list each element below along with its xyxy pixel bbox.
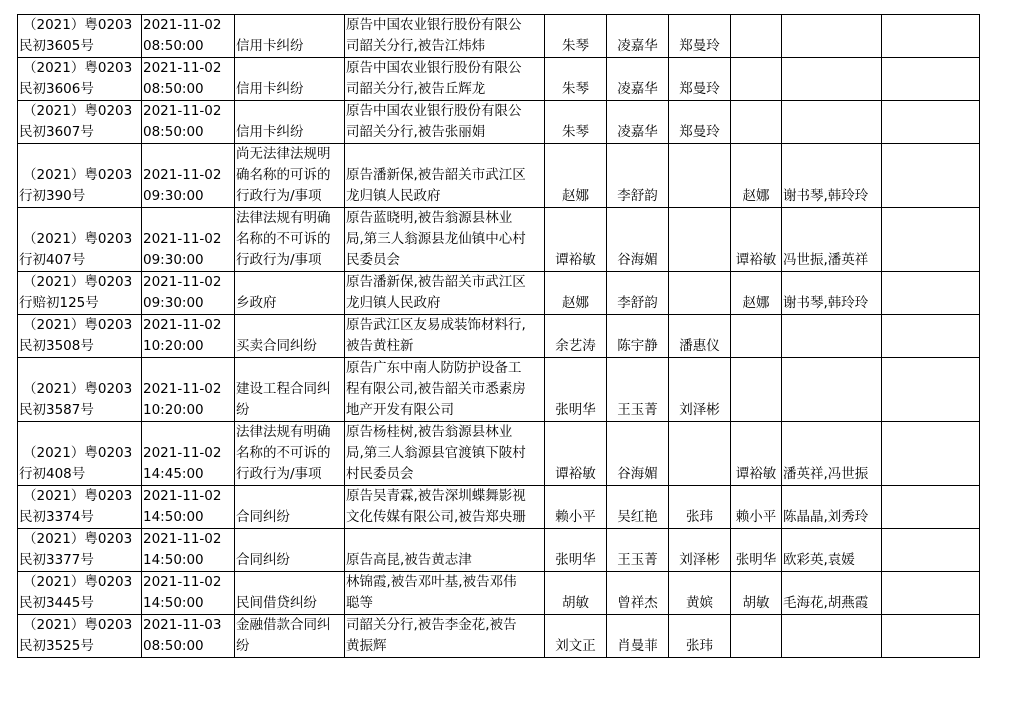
parties-cell: [345, 315, 545, 358]
table-row: [18, 144, 980, 208]
remarks-cell: [882, 208, 980, 272]
parties-line: 程有限公司,被告韶关市悉素房: [346, 381, 526, 397]
parties-line: 龙归镇人民政府: [346, 295, 441, 311]
case-cause-cell: [235, 486, 345, 529]
hearing-time-cell: [142, 15, 235, 58]
judge-3-cell: [669, 208, 731, 272]
hearing-time-cell: [142, 58, 235, 101]
case-cause-cell: [235, 15, 345, 58]
hearing-time-line: 14:45:00: [143, 466, 204, 482]
case-number-cell: [18, 15, 142, 58]
parties-cell: [345, 529, 545, 572]
case-number-line: 民初3377号: [19, 552, 94, 568]
judge-2-cell: 肖曼菲: [607, 615, 669, 658]
presiding-judge-cell: 赖小平: [545, 486, 607, 529]
case-number-line: 民初3606号: [19, 81, 94, 97]
hearing-time-line: 2021-11-02: [143, 574, 222, 590]
parties-line: 黄振辉: [346, 638, 387, 654]
presiding-judge-cell: 谭裕敏: [545, 208, 607, 272]
parties-line: 民委员会: [346, 252, 400, 268]
parties-line: 原告杨桂树,被告翁源县林业: [346, 424, 513, 440]
table-row: [18, 315, 980, 358]
remarks-cell: [882, 615, 980, 658]
presiding-judge-cell: 朱琴: [545, 15, 607, 58]
judge-2-cell: 凌嘉华: [607, 58, 669, 101]
case-cause-cell: [235, 58, 345, 101]
judge-2-cell: 吴红艳: [607, 486, 669, 529]
hearing-time-cell: [142, 572, 235, 615]
hearing-time-line: 2021-11-02: [143, 445, 222, 461]
officer-cell: [731, 315, 782, 358]
parties-line: 龙归镇人民政府: [346, 188, 441, 204]
case-cause-cell: [235, 358, 345, 422]
remarks-cell: [882, 358, 980, 422]
parties-line: 聪等: [346, 595, 373, 611]
parties-line: 林锦霞,被告邓叶基,被告邓伟: [346, 574, 517, 590]
case-number-cell: [18, 572, 142, 615]
case-number-cell: [18, 315, 142, 358]
presiding-judge-cell: 余艺涛: [545, 315, 607, 358]
case-cause-line: 民间借贷纠纷: [236, 595, 317, 611]
parties-cell: [345, 572, 545, 615]
judge-3-cell: [669, 144, 731, 208]
officer-cell: 赵娜: [731, 272, 782, 315]
judge-2-cell: 王玉菁: [607, 358, 669, 422]
table-row: [18, 572, 980, 615]
hearing-time-cell: [142, 272, 235, 315]
hearing-time-line: 2021-11-03: [143, 617, 222, 633]
hearing-time-line: 08:50:00: [143, 124, 204, 140]
clerks-cell: 欧彩英,袁媛: [782, 529, 882, 572]
parties-line: 村民委员会: [346, 466, 414, 482]
parties-line: 原告中国农业银行股份有限公: [346, 17, 522, 33]
officer-cell: 谭裕敏: [731, 208, 782, 272]
case-number-line: 行赔初125号: [19, 295, 99, 311]
officer-cell: [731, 15, 782, 58]
judge-3-cell: 刘泽彬: [669, 358, 731, 422]
case-number-line: 行初407号: [19, 252, 86, 268]
case-number-line: （2021）粤0203: [23, 488, 133, 504]
hearing-time-line: 14:50:00: [143, 595, 204, 611]
table-row: [18, 15, 980, 58]
presiding-judge-cell: 赵娜: [545, 144, 607, 208]
case-number-line: 民初3445号: [19, 595, 94, 611]
remarks-cell: [882, 144, 980, 208]
case-cause-cell: [235, 101, 345, 144]
case-cause-line: 法律法规有明确: [236, 210, 331, 226]
parties-line: 文化传媒有限公司,被告郑央珊: [346, 509, 526, 525]
officer-cell: [731, 615, 782, 658]
hearing-time-cell: [142, 358, 235, 422]
judge-3-cell: [669, 272, 731, 315]
case-number-cell: [18, 486, 142, 529]
case-number-line: （2021）粤0203: [23, 103, 133, 119]
hearing-time-line: 2021-11-02: [143, 274, 222, 290]
parties-line: 司韶关分行,被告丘辉龙: [346, 81, 486, 97]
case-cause-line: 名称的不可诉的: [236, 445, 331, 461]
case-number-line: 民初3508号: [19, 338, 94, 354]
case-number-line: 行初390号: [19, 188, 86, 204]
case-cause-line: 信用卡纠纷: [236, 38, 304, 54]
clerks-cell: [782, 101, 882, 144]
parties-line: 司韶关分行,被告江炜炜: [346, 38, 486, 54]
case-cause-line: 确名称的可诉的: [236, 167, 331, 183]
hearing-time-line: 2021-11-02: [143, 381, 222, 397]
parties-cell: [345, 615, 545, 658]
case-number-cell: [18, 101, 142, 144]
case-number-cell: [18, 529, 142, 572]
hearing-time-line: 09:30:00: [143, 252, 204, 268]
judge-2-cell: 凌嘉华: [607, 15, 669, 58]
case-number-line: （2021）粤0203: [23, 381, 133, 397]
case-number-line: 民初3607号: [19, 124, 94, 140]
case-number-line: 行初408号: [19, 466, 86, 482]
case-cause-cell: [235, 529, 345, 572]
clerks-cell: 谢书琴,韩玲玲: [782, 272, 882, 315]
judge-2-cell: 凌嘉华: [607, 101, 669, 144]
case-cause-line: 合同纠纷: [236, 552, 290, 568]
hearing-time-line: 09:30:00: [143, 188, 204, 204]
parties-cell: [345, 486, 545, 529]
parties-line: 原告广东中南人防防护设备工: [346, 360, 522, 376]
remarks-cell: [882, 101, 980, 144]
table-row: [18, 529, 980, 572]
clerks-cell: 冯世振,潘英祥: [782, 208, 882, 272]
case-number-line: （2021）粤0203: [23, 17, 133, 33]
hearing-time-line: 2021-11-02: [143, 531, 222, 547]
hearing-time-cell: [142, 208, 235, 272]
judge-3-cell: 黄嫔: [669, 572, 731, 615]
case-number-cell: [18, 422, 142, 486]
hearing-time-line: 08:50:00: [143, 81, 204, 97]
case-number-line: 民初3374号: [19, 509, 94, 525]
case-cause-line: 行政行为/事项: [236, 252, 322, 268]
case-cause-line: 尚无法律法规明: [236, 146, 331, 162]
table-row: [18, 272, 980, 315]
clerks-cell: 潘英祥,冯世振: [782, 422, 882, 486]
case-number-line: （2021）粤0203: [23, 574, 133, 590]
officer-cell: 胡敏: [731, 572, 782, 615]
hearing-time-line: 2021-11-02: [143, 231, 222, 247]
remarks-cell: [882, 15, 980, 58]
hearing-time-line: 10:20:00: [143, 402, 204, 418]
clerks-cell: [782, 358, 882, 422]
case-number-cell: [18, 615, 142, 658]
judge-3-cell: 张玮: [669, 486, 731, 529]
parties-cell: [345, 58, 545, 101]
case-number-line: （2021）粤0203: [23, 60, 133, 76]
case-cause-line: 金融借款合同纠: [236, 617, 331, 633]
case-cause-line: 买卖合同纠纷: [236, 338, 317, 354]
hearing-time-cell: [142, 144, 235, 208]
table-row: [18, 208, 980, 272]
judge-2-cell: 曾祥杰: [607, 572, 669, 615]
judge-3-cell: [669, 422, 731, 486]
presiding-judge-cell: 谭裕敏: [545, 422, 607, 486]
court-schedule-table: [17, 14, 980, 658]
officer-cell: 张明华: [731, 529, 782, 572]
hearing-time-cell: [142, 422, 235, 486]
parties-line: 原告中国农业银行股份有限公: [346, 60, 522, 76]
hearing-time-cell: [142, 615, 235, 658]
case-number-line: （2021）粤0203: [23, 167, 133, 183]
case-cause-cell: [235, 315, 345, 358]
judge-3-cell: 郑曼玲: [669, 15, 731, 58]
judge-2-cell: 谷海媚: [607, 422, 669, 486]
case-number-cell: [18, 208, 142, 272]
hearing-time-line: 2021-11-02: [143, 317, 222, 333]
case-number-cell: [18, 144, 142, 208]
case-number-cell: [18, 358, 142, 422]
case-cause-line: 信用卡纠纷: [236, 124, 304, 140]
hearing-time-cell: [142, 101, 235, 144]
case-cause-line: 名称的不可诉的: [236, 231, 331, 247]
table-row: [18, 101, 980, 144]
clerks-cell: [782, 315, 882, 358]
case-number-line: （2021）粤0203: [23, 617, 133, 633]
hearing-time-line: 2021-11-02: [143, 17, 222, 33]
officer-cell: 赖小平: [731, 486, 782, 529]
hearing-time-line: 14:50:00: [143, 552, 204, 568]
parties-cell: [345, 358, 545, 422]
case-cause-cell: [235, 272, 345, 315]
case-cause-line: 法律法规有明确: [236, 424, 331, 440]
judge-2-cell: 陈宇静: [607, 315, 669, 358]
parties-line: 原告蓝晓明,被告翁源县林业: [346, 210, 513, 226]
officer-cell: [731, 101, 782, 144]
case-cause-cell: [235, 615, 345, 658]
case-cause-cell: [235, 572, 345, 615]
judge-2-cell: 谷海媚: [607, 208, 669, 272]
parties-cell: [345, 272, 545, 315]
remarks-cell: [882, 529, 980, 572]
case-number-line: 民初3587号: [19, 402, 94, 418]
remarks-cell: [882, 486, 980, 529]
hearing-time-line: 2021-11-02: [143, 488, 222, 504]
clerks-cell: [782, 58, 882, 101]
judge-2-cell: 王玉菁: [607, 529, 669, 572]
clerks-cell: 陈晶晶,刘秀玲: [782, 486, 882, 529]
judge-3-cell: 郑曼玲: [669, 58, 731, 101]
judge-3-cell: 张玮: [669, 615, 731, 658]
presiding-judge-cell: 朱琴: [545, 58, 607, 101]
parties-line: 被告黄柱新: [346, 338, 414, 354]
hearing-time-line: 2021-11-02: [143, 167, 222, 183]
case-cause-line: 建设工程合同纠: [236, 381, 331, 397]
parties-line: 原告高昆,被告黄志津: [346, 552, 472, 568]
table-row: [18, 58, 980, 101]
case-number-line: （2021）粤0203: [23, 445, 133, 461]
remarks-cell: [882, 272, 980, 315]
parties-line: 地产开发有限公司: [346, 402, 454, 418]
table-row: [18, 422, 980, 486]
parties-line: 原告武江区友易成装饰材料行,: [346, 317, 526, 333]
case-cause-line: 信用卡纠纷: [236, 81, 304, 97]
judge-3-cell: 潘惠仪: [669, 315, 731, 358]
table-row: [18, 486, 980, 529]
parties-line: 局,第三人翁源县官渡镇下陂村: [346, 445, 526, 461]
parties-line: 司韶关分行,被告张丽娟: [346, 124, 486, 140]
parties-line: 原告潘新保,被告韶关市武江区: [346, 167, 526, 183]
judge-3-cell: 刘泽彬: [669, 529, 731, 572]
parties-cell: [345, 208, 545, 272]
presiding-judge-cell: 朱琴: [545, 101, 607, 144]
case-number-cell: [18, 272, 142, 315]
hearing-time-line: 08:50:00: [143, 38, 204, 54]
parties-cell: [345, 144, 545, 208]
judge-2-cell: 李舒韵: [607, 272, 669, 315]
case-cause-line: 纷: [236, 402, 250, 418]
clerks-cell: [782, 615, 882, 658]
parties-cell: [345, 422, 545, 486]
table-row: [18, 358, 980, 422]
parties-line: 原告吴青霖,被告深圳蝶舞影视: [346, 488, 526, 504]
remarks-cell: [882, 572, 980, 615]
hearing-time-line: 2021-11-02: [143, 60, 222, 76]
hearing-time-line: 14:50:00: [143, 509, 204, 525]
parties-line: 原告中国农业银行股份有限公: [346, 103, 522, 119]
case-cause-cell: [235, 422, 345, 486]
case-number-line: （2021）粤0203: [23, 317, 133, 333]
presiding-judge-cell: 刘文正: [545, 615, 607, 658]
hearing-time-line: 2021-11-02: [143, 103, 222, 119]
officer-cell: 谭裕敏: [731, 422, 782, 486]
case-number-line: （2021）粤0203: [23, 231, 133, 247]
remarks-cell: [882, 422, 980, 486]
presiding-judge-cell: 张明华: [545, 358, 607, 422]
case-number-line: 民初3525号: [19, 638, 94, 654]
clerks-cell: [782, 15, 882, 58]
case-cause-line: 乡政府: [236, 295, 277, 311]
parties-line: 原告潘新保,被告韶关市武江区: [346, 274, 526, 290]
officer-cell: [731, 58, 782, 101]
parties-cell: [345, 101, 545, 144]
presiding-judge-cell: 张明华: [545, 529, 607, 572]
case-number-line: （2021）粤0203: [23, 531, 133, 547]
hearing-time-cell: [142, 529, 235, 572]
officer-cell: 赵娜: [731, 144, 782, 208]
case-cause-cell: [235, 144, 345, 208]
judge-2-cell: 李舒韵: [607, 144, 669, 208]
presiding-judge-cell: 赵娜: [545, 272, 607, 315]
remarks-cell: [882, 315, 980, 358]
hearing-time-line: 09:30:00: [143, 295, 204, 311]
hearing-time-cell: [142, 315, 235, 358]
case-number-cell: [18, 58, 142, 101]
case-cause-line: 合同纠纷: [236, 509, 290, 525]
case-cause-cell: [235, 208, 345, 272]
parties-cell: [345, 15, 545, 58]
hearing-time-line: 08:50:00: [143, 638, 204, 654]
officer-cell: [731, 358, 782, 422]
parties-line: 司韶关分行,被告李金花,被告: [346, 617, 517, 633]
presiding-judge-cell: 胡敏: [545, 572, 607, 615]
hearing-time-cell: [142, 486, 235, 529]
clerks-cell: 谢书琴,韩玲玲: [782, 144, 882, 208]
remarks-cell: [882, 58, 980, 101]
hearing-time-line: 10:20:00: [143, 338, 204, 354]
table-row: [18, 615, 980, 658]
parties-line: 局,第三人翁源县龙仙镇中心村: [346, 231, 526, 247]
case-number-line: （2021）粤0203: [23, 274, 133, 290]
judge-3-cell: 郑曼玲: [669, 101, 731, 144]
case-number-line: 民初3605号: [19, 38, 94, 54]
clerks-cell: 毛海花,胡燕霞: [782, 572, 882, 615]
case-cause-line: 纷: [236, 638, 250, 654]
case-cause-line: 行政行为/事项: [236, 188, 322, 204]
case-cause-line: 行政行为/事项: [236, 466, 322, 482]
